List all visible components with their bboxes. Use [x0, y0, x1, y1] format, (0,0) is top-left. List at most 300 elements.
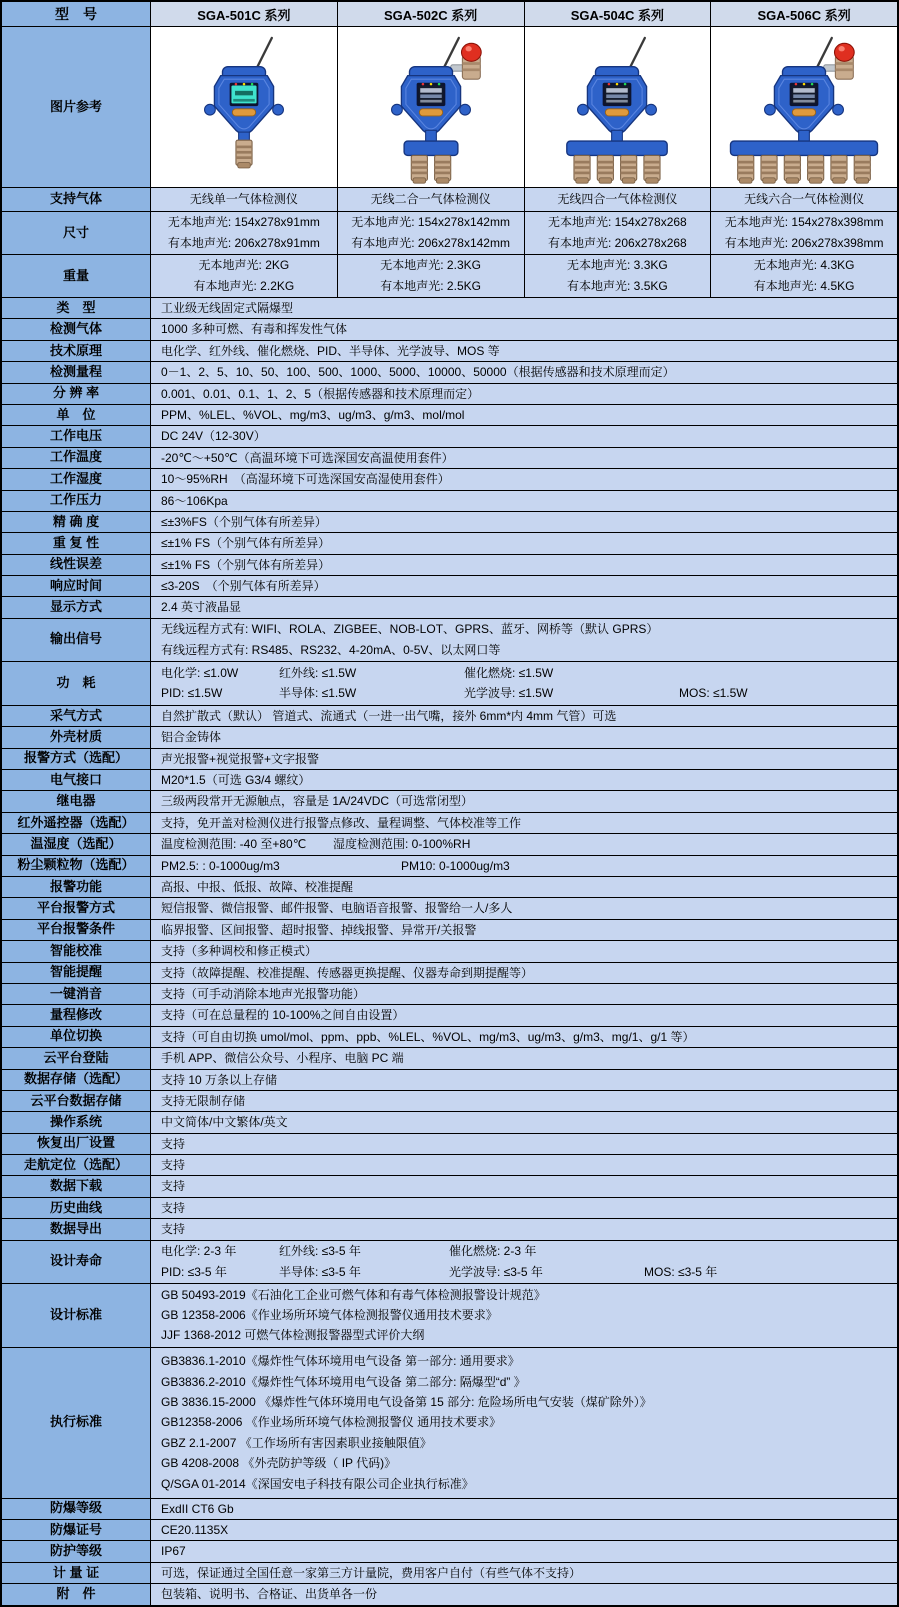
size-row [2, 211, 897, 254]
device-image-sga-502c [341, 29, 521, 185]
cell-line: 无本地声光: 2KG [198, 258, 290, 272]
spec-row [2, 812, 897, 833]
value-line [161, 1134, 897, 1154]
value-segment: 催化燃烧: 2-3 年 [449, 1244, 537, 1259]
value-line [161, 1392, 897, 1412]
row-label: 重 复 性 [2, 533, 150, 553]
value-line [161, 640, 897, 660]
row-value [150, 491, 897, 511]
value-segment: 半导体: ≤3-5 年 [279, 1264, 361, 1279]
spec-row [2, 575, 897, 596]
value-line [161, 448, 897, 468]
value-line [161, 1005, 897, 1025]
row-label: 工作电压 [2, 426, 150, 446]
spec-row [2, 1562, 897, 1583]
row-value [150, 619, 897, 661]
value-line [161, 1219, 897, 1239]
row-label: 云平台数据存储 [2, 1091, 150, 1111]
device-image-sga-501c [154, 29, 334, 185]
cell-line: 无本地声光: 154x278x91mm [167, 215, 320, 229]
cell-line: 有本地声光: 206x278x142mm [351, 236, 510, 250]
value-segment: 0－1、2、5、10、50、100、500、1000、5000、10000、50000（根据传感器和技术原理而定） [161, 365, 675, 380]
row-label: 计 量 证 [2, 1563, 150, 1583]
row-value [150, 791, 897, 811]
value-segment: 可选，保证通过全国任意一家第三方计量院，费用客户自付（有些气体不支持） [161, 1565, 582, 1580]
spec-row [2, 1047, 897, 1068]
row-label: 防爆证号 [2, 1520, 150, 1540]
value-segment: 红外线: ≤3-5 年 [279, 1244, 361, 1259]
row-label: 走航定位（选配） [2, 1155, 150, 1175]
row-value [150, 1219, 897, 1239]
value-segment: GB 3836.15-2000 《爆炸性气体环境用电气设备第 15 部分: 危险场所电气安装（煤矿除外）》 [161, 1395, 652, 1410]
value-segment: PM2.5: : 0-1000ug/m3 [161, 858, 280, 873]
spec-row [2, 1283, 897, 1347]
row-value [150, 770, 897, 790]
row-value [150, 1198, 897, 1218]
value-segment: MOS: ≤1.5W [679, 686, 748, 701]
spec-row [2, 340, 897, 361]
spec-row [2, 919, 897, 940]
value-line [161, 1520, 897, 1540]
spec-row [2, 425, 897, 446]
value-line [161, 1474, 897, 1494]
row-label: 智能提醒 [2, 963, 150, 983]
value-line [161, 1091, 897, 1111]
value-line [161, 1305, 897, 1325]
value-line [161, 663, 897, 683]
row-value [150, 448, 897, 468]
value-line [161, 555, 897, 575]
row-label: 智能校准 [2, 941, 150, 961]
value-segment: 临界报警、区间报警、超时报警、掉线报警、异常开/关报警 [161, 922, 477, 937]
spec-row [2, 855, 897, 876]
size-row-label: 尺寸 [2, 212, 150, 254]
value-segment: 无线远程方式有: WIFI、ROLA、ZIGBEE、NOB-LOT、GPRS、蓝牙、网桥等（默认 GPRS） [161, 622, 659, 637]
row-value [150, 941, 897, 961]
weight-row-label: 重量 [2, 255, 150, 297]
value-segment: GB12358-2006 《作业场所环境气体检测报警仪 通用技术要求》 [161, 1415, 502, 1430]
support-gas-row [2, 187, 897, 211]
value-segment: 电化学: 2-3 年 [161, 1244, 237, 1259]
row-value [150, 1134, 897, 1154]
spec-row [2, 554, 897, 575]
row-value [150, 877, 897, 897]
spec-row [2, 726, 897, 747]
value-line [161, 856, 897, 876]
row-label: 设计标准 [2, 1284, 150, 1347]
value-segment: 支持 [161, 1222, 186, 1237]
cell-line: 有本地声光: 206x278x398mm [724, 236, 884, 250]
device-image-sga-504c [527, 29, 707, 185]
value-line [161, 619, 897, 639]
spec-row [2, 1090, 897, 1111]
value-segment: ≤3-20S （个别气体有所差异） [161, 579, 326, 594]
spec-row [2, 940, 897, 961]
value-segment: 温度检测范围: -40 至+80℃ [161, 837, 307, 852]
support-gas-row-cell-3 [710, 188, 897, 211]
value-segment: 光学波导: ≤3-5 年 [449, 1264, 543, 1279]
row-value [150, 469, 897, 489]
spec-row [2, 1175, 897, 1196]
size-row-cell-2 [524, 212, 711, 254]
value-segment: DC 24V（12-30V） [161, 429, 266, 444]
cell-line: 无本地声光: 154x278x142mm [351, 215, 510, 229]
row-value [150, 1112, 897, 1132]
value-segment: 工业级无线固定式隔爆型 [161, 301, 294, 315]
row-value [150, 813, 897, 833]
spec-row [2, 404, 897, 425]
row-label: 设计寿命 [2, 1241, 150, 1283]
row-value [150, 341, 897, 361]
cell-line: 无本地声光: 154x278x268 [548, 215, 687, 229]
row-label: 附 件 [2, 1584, 150, 1604]
row-label: 显示方式 [2, 597, 150, 617]
value-line [161, 1027, 897, 1047]
spec-row [2, 532, 897, 553]
value-line [161, 1499, 897, 1519]
spec-row [2, 490, 897, 511]
value-line [161, 877, 897, 897]
row-value [150, 727, 897, 747]
row-value [150, 706, 897, 726]
value-segment: 有线远程方式有: RS485、RS232、4-20mA、0-5V、以太网口等 [161, 642, 501, 657]
model-header-1: SGA-502C 系列 [337, 2, 524, 26]
value-segment: 2.4 英寸液晶显 [161, 600, 242, 615]
spec-row [2, 447, 897, 468]
row-label: 技术原理 [2, 341, 150, 361]
value-line [161, 1048, 897, 1068]
size-row-cell-0 [150, 212, 337, 254]
row-value [150, 749, 897, 769]
value-line [161, 1541, 897, 1561]
device-image-cell-sga-502c [337, 27, 524, 187]
row-value [150, 1005, 897, 1025]
row-value [150, 576, 897, 596]
spec-row [2, 1154, 897, 1175]
value-segment: 86～106Kpa [161, 493, 228, 508]
row-value [150, 1048, 897, 1068]
value-segment: PM10: 0-1000ug/m3 [401, 858, 510, 873]
value-line [161, 491, 897, 511]
row-value [150, 834, 897, 854]
device-image-row [2, 26, 897, 187]
spec-row [2, 1004, 897, 1025]
value-segment: GB 12358-2006《作业场所环境气体检测报警仪通用技术要求》 [161, 1307, 498, 1322]
model-header-row [2, 2, 897, 26]
value-segment: 红外线: ≤1.5W [279, 665, 357, 680]
value-segment: 支持（可手动消除本地声光报警功能） [161, 986, 366, 1001]
row-value [150, 512, 897, 532]
image-row-label: 图片参考 [2, 27, 150, 187]
value-line [161, 1453, 897, 1473]
support-gas-row-cells [150, 188, 897, 211]
value-segment: GB 4208-2008 《外壳防护等级（ IP 代码)》 [161, 1456, 397, 1471]
cell-line: 无线单一气体检测仪 [189, 192, 298, 206]
value-line [161, 1285, 897, 1305]
value-line [161, 1241, 897, 1261]
row-label: 平台报警方式 [2, 898, 150, 918]
row-value [150, 1027, 897, 1047]
value-line [161, 941, 897, 961]
value-segment: PID: ≤1.5W [161, 686, 223, 701]
value-segment: 湿度检测范围: 0-100%RH [333, 837, 471, 852]
row-value [150, 555, 897, 575]
row-value [150, 1541, 897, 1561]
row-value [150, 1499, 897, 1519]
row-value [150, 426, 897, 446]
value-line [161, 384, 897, 404]
value-segment: 支持 [161, 1158, 186, 1173]
value-segment: 中文简体/中文繁体/英文 [161, 1115, 288, 1130]
value-line [161, 362, 897, 382]
value-line [161, 469, 897, 489]
spec-row [2, 790, 897, 811]
row-label: 检测量程 [2, 362, 150, 382]
value-line [161, 1155, 897, 1175]
value-segment: ≤±3%FS（个别气体有所差异） [161, 514, 327, 529]
value-line [161, 791, 897, 811]
row-label: 单位切换 [2, 1027, 150, 1047]
spec-row [2, 511, 897, 532]
value-segment: MOS: ≤3-5 年 [644, 1264, 718, 1279]
row-label: 防护等级 [2, 1541, 150, 1561]
support-gas-row-label: 支持气体 [2, 188, 150, 211]
value-segment: 自然扩散式（默认） 管道式、流通式（一进一出气嘴，接外 6mm*内 4mm 气管）可选 [161, 708, 617, 723]
value-segment: 支持 [161, 1179, 186, 1194]
value-segment: 高报、中报、低报、故障、校准提醒 [161, 879, 354, 894]
value-line [161, 1351, 897, 1371]
row-value [150, 319, 897, 339]
row-label: 报警方式（选配） [2, 749, 150, 769]
spec-row [2, 769, 897, 790]
row-label: 操作系统 [2, 1112, 150, 1132]
spec-row [2, 705, 897, 726]
value-line [161, 1176, 897, 1196]
value-segment: GB3836.1-2010《爆炸性气体环境用电气设备 第一部分: 通用要求》 [161, 1354, 520, 1369]
value-segment: 半导体: ≤1.5W [279, 686, 357, 701]
row-label: 温湿度（选配） [2, 834, 150, 854]
spec-row [2, 1133, 897, 1154]
value-segment: 短信报警、微信报警、邮件报警、电脑语音报警、报警给一人/多人 [161, 901, 513, 916]
value-segment: -20℃～+50℃（高温环境下可选深国安高温使用套件） [161, 450, 454, 465]
value-segment: IP67 [161, 1544, 186, 1559]
value-segment: 支持（故障提醒、校准提醒、传感器更换提醒、仪器寿命到期提醒等） [161, 965, 534, 980]
value-segment: ≤±1% FS（个别气体有所差异） [161, 557, 331, 572]
row-label: 类 型 [2, 298, 150, 318]
row-value [150, 856, 897, 876]
value-segment: 电化学、红外线、催化燃烧、PID、半导体、光学波导、MOS 等 [161, 343, 500, 358]
row-value [150, 1091, 897, 1111]
row-label: 红外遥控器（选配） [2, 813, 150, 833]
value-line [161, 1112, 897, 1132]
row-label: 执行标准 [2, 1348, 150, 1498]
value-segment: 催化燃烧: ≤1.5W [464, 665, 554, 680]
cell-line: 有本地声光: 206x278x91mm [167, 236, 320, 250]
value-segment: 支持 [161, 1200, 186, 1215]
row-value [150, 984, 897, 1004]
spec-row [2, 383, 897, 404]
row-value [150, 384, 897, 404]
value-line [161, 1198, 897, 1218]
row-label: 平台报警条件 [2, 920, 150, 940]
value-segment: 支持无限制存储 [161, 1093, 246, 1108]
value-segment: ≤±1% FS（个别气体有所差异） [161, 536, 331, 551]
value-segment: 1000 多种可燃、有毒和挥发性气体 [161, 322, 348, 337]
value-line [161, 1563, 897, 1583]
value-segment: CE20.1135X [161, 1523, 229, 1538]
row-label: 数据导出 [2, 1219, 150, 1239]
weight-row [2, 254, 897, 297]
value-segment: 支持（可在总量程的 10-100%之间自由设置） [161, 1008, 405, 1023]
value-segment: GBZ 2.1-2007 《工作场所有害因素职业接触限值》 [161, 1435, 432, 1450]
device-image-cells [150, 27, 897, 187]
value-segment: 支持 10 万条以上存储 [161, 1072, 278, 1087]
cell-line: 无本地声光: 2.3KG [380, 258, 481, 272]
row-label: 报警功能 [2, 877, 150, 897]
weight-row-cell-2 [524, 255, 711, 297]
model-header-2: SGA-504C 系列 [524, 2, 711, 26]
row-label: 防爆等级 [2, 1499, 150, 1519]
value-line [161, 898, 897, 918]
row-value [150, 533, 897, 553]
value-segment: 电化学: ≤1.0W [161, 665, 239, 680]
row-label: 数据存储（选配） [2, 1070, 150, 1090]
value-segment: PPM、%LEL、%VOL、mg/m3、ug/m3、g/m3、mol/mol [161, 407, 465, 422]
value-segment: 三级两段常开无源触点，容量是 1A/24VDC（可选常闭型） [161, 794, 474, 809]
spec-row [2, 833, 897, 854]
cell-line: 无线二合一气体检测仪 [370, 192, 491, 206]
value-line [161, 834, 897, 854]
row-label: 一键消音 [2, 984, 150, 1004]
value-line [161, 576, 897, 596]
row-label: 历史曲线 [2, 1198, 150, 1218]
row-value [150, 1284, 897, 1347]
value-line [161, 405, 897, 425]
row-label: 恢复出厂设置 [2, 1134, 150, 1154]
cell-line: 有本地声光: 3.5KG [567, 279, 668, 293]
value-line [161, 727, 897, 747]
row-value [150, 597, 897, 617]
row-label: 输出信号 [2, 619, 150, 661]
device-image-cell-sga-501c [150, 27, 337, 187]
row-label: 精 确 度 [2, 512, 150, 532]
value-line [161, 1412, 897, 1432]
spec-row [2, 983, 897, 1004]
weight-row-cell-0 [150, 255, 337, 297]
row-label: 量程修改 [2, 1005, 150, 1025]
cell-line: 无本地声光: 4.3KG [753, 258, 855, 272]
row-label: 线性误差 [2, 555, 150, 575]
cell-line: 有本地声光: 2.5KG [380, 279, 481, 293]
row-label: 功 耗 [2, 662, 150, 705]
row-label: 采气方式 [2, 706, 150, 726]
value-line [161, 984, 897, 1004]
value-segment: GB3836.2-2010《爆炸性气体环境用电气设备 第二部分: 隔爆型“d” 》 [161, 1374, 526, 1389]
value-line [161, 597, 897, 617]
value-line [161, 1372, 897, 1392]
support-gas-row-cell-1 [337, 188, 524, 211]
row-value [150, 1563, 897, 1583]
model-header-3: SGA-506C 系列 [710, 2, 897, 26]
cell-line: 有本地声光: 2.2KG [193, 279, 295, 293]
value-line [161, 749, 897, 769]
size-row-cells [150, 212, 897, 254]
row-value [150, 362, 897, 382]
value-segment: 光学波导: ≤1.5W [464, 686, 554, 701]
spec-row [2, 297, 897, 318]
support-gas-row-cell-2 [524, 188, 711, 211]
value-segment: 支持 [161, 1136, 186, 1151]
value-line [161, 341, 897, 361]
value-line [161, 512, 897, 532]
spec-row [2, 596, 897, 617]
value-line [161, 963, 897, 983]
spec-row [2, 318, 897, 339]
value-segment: M20*1.5（可选 G3/4 螺纹） [161, 773, 311, 788]
spec-row [2, 468, 897, 489]
row-value [150, 1070, 897, 1090]
value-line [161, 1262, 897, 1282]
row-value [150, 898, 897, 918]
spec-row [2, 1519, 897, 1540]
row-value [150, 920, 897, 940]
row-value [150, 298, 897, 318]
device-image-sga-506c [714, 29, 894, 185]
cell-line: 无本地声光: 154x278x398mm [724, 215, 884, 229]
row-value [150, 963, 897, 983]
weight-row-cells [150, 255, 897, 297]
model-header-cells [150, 2, 897, 26]
value-segment: 声光报警+视觉报警+文字报警 [161, 751, 320, 766]
value-segment: JJF 1368-2012 可燃气体检测报警器型式评价大纲 [161, 1328, 425, 1343]
size-row-cell-3 [710, 212, 897, 254]
value-segment: 包装箱、说明书、合格证、出货单各一份 [161, 1587, 378, 1602]
spec-row [2, 1197, 897, 1218]
spec-row [2, 618, 897, 661]
row-value [150, 1584, 897, 1604]
cell-line: 有本地声光: 4.5KG [753, 279, 855, 293]
value-line [161, 706, 897, 726]
row-label: 云平台登陆 [2, 1048, 150, 1068]
spec-row [2, 1026, 897, 1047]
spec-row [2, 1583, 897, 1604]
row-label: 继电器 [2, 791, 150, 811]
cell-line: 有本地声光: 206x278x268 [548, 236, 687, 250]
row-value [150, 1520, 897, 1540]
device-image-cell-sga-504c [524, 27, 711, 187]
spec-row [2, 1111, 897, 1132]
spec-row [2, 361, 897, 382]
model-header-0: SGA-501C 系列 [150, 2, 337, 26]
row-label: 电气接口 [2, 770, 150, 790]
weight-row-cell-1 [337, 255, 524, 297]
value-segment: ExdII CT6 Gb [161, 1501, 234, 1516]
row-label: 工作压力 [2, 491, 150, 511]
size-row-cell-1 [337, 212, 524, 254]
value-line [161, 1070, 897, 1090]
row-label: 工作温度 [2, 448, 150, 468]
value-line [161, 298, 897, 318]
value-line [161, 920, 897, 940]
row-value [150, 1348, 897, 1498]
spec-row [2, 962, 897, 983]
value-segment: 支持（多种调校和修正模式） [161, 944, 318, 959]
spec-row [2, 1218, 897, 1239]
row-label: 检测气体 [2, 319, 150, 339]
row-label: 数据下载 [2, 1176, 150, 1196]
row-value [150, 1176, 897, 1196]
cell-line: 无本地声光: 3.3KG [567, 258, 668, 272]
